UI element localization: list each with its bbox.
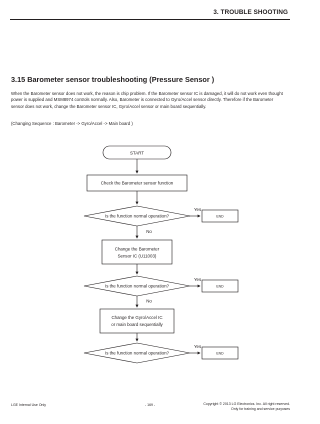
footer-internal-use: LGE Internal Use Only [11, 403, 47, 407]
end-2-label: END [216, 284, 224, 289]
change-barometer-line2: Sensor IC (U11003) [117, 253, 157, 259]
decision-2-label: Is the function normal operation? [105, 283, 169, 289]
no-2-label: No [146, 298, 152, 304]
changing-sequence: (Changing Sequence : Barometer -> Gyro/Accel -> Main board ) [11, 121, 133, 126]
change-gyro-line1: Change the Gyro/Accel IC [111, 315, 163, 320]
end-1-label: END [216, 214, 224, 219]
yes-3-label: Yes [194, 344, 202, 349]
page-number: - 169 - [145, 403, 156, 407]
yes-1-label: Yes [194, 207, 202, 212]
footer-copyright [203, 402, 290, 411]
change-barometer-line1: Change the Barometer [114, 246, 160, 252]
change-barometer-box [102, 240, 172, 264]
decision-3-label: Is the function normal operation? [105, 350, 169, 356]
no-1-label: No [146, 229, 152, 234]
change-gyro-line2: or main board sequentially [111, 322, 163, 327]
yes-2-label: Yes [194, 277, 202, 282]
section-title: 3.15 Barometer sensor troubleshooting (Pressure Sensor ) [11, 75, 215, 84]
copyright-line-2: Only for training and service purposes [231, 406, 290, 411]
check-label: Check the Barometer sensor function [100, 180, 174, 186]
section-body: When the Barometer sensor does not work, the reason is chip problem. If the Barometer sensor IC is damaged, it will do not work even thought power is supplied and MSM8974 controls normally. Also, Barometer is connected to Gyro/Accel sensor directly. Therefore if the Barometer sensor does not work, change the Barometer sensor IC, Gyro/Accel sensor or main board sequentially. [11, 91, 283, 109]
decision-1-label: Is the function normal operation? [105, 213, 169, 219]
change-gyro-box [100, 309, 174, 333]
copyright-line-1: Copyright © 2013 LG Electronics. Inc. All right reserved. [203, 402, 290, 406]
end-3-label: END [216, 351, 224, 356]
header-title: 3. TROUBLE SHOOTING [213, 9, 288, 16]
start-label: START [130, 150, 144, 156]
